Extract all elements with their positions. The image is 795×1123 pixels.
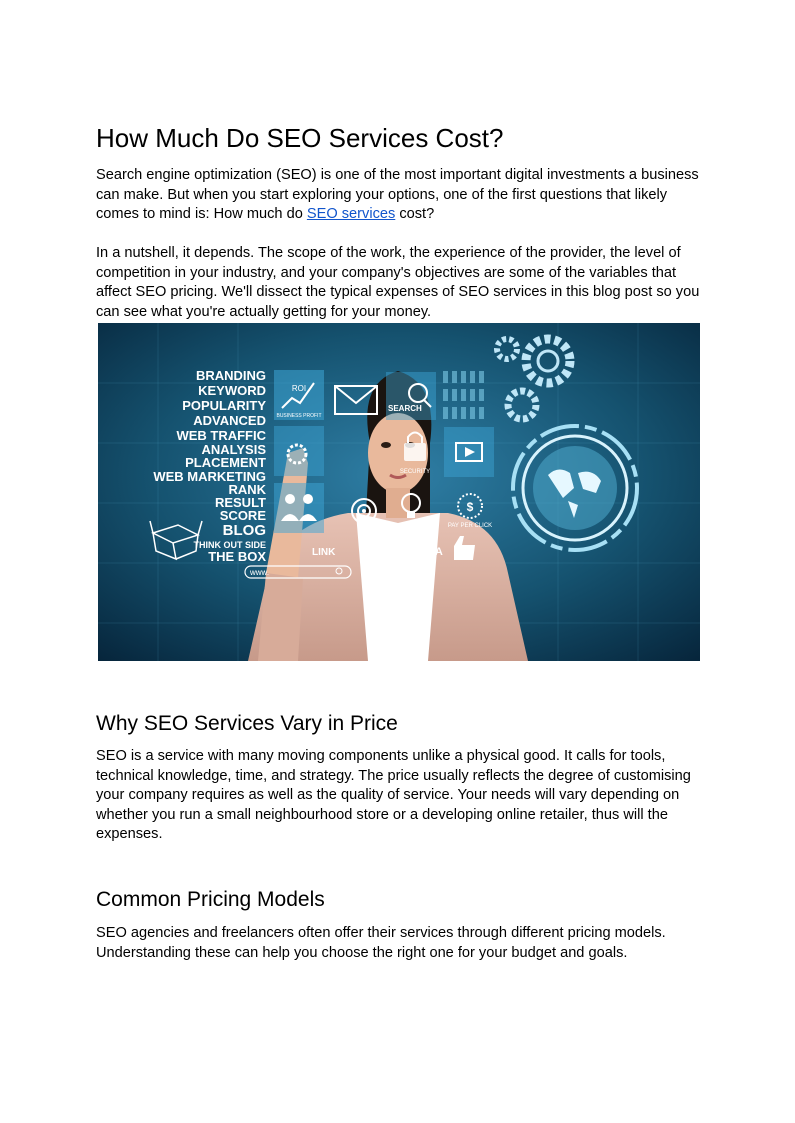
keyword-9: RESULT: [214, 495, 266, 510]
paragraph-scope: In a nutshell, it depends. The scope of the work, the experience of the provider, the level of competition in your industry, and your company's objectives are some of the variables that affect SEO pricing. We'll dissect the typical expenses of SEO services in this blog post so you can see what you're actually getting for your money.: [96, 245, 700, 320]
section-heading-pricing-models: Common Pricing Models: [96, 888, 325, 911]
keyword-8: RANK: [228, 482, 266, 497]
keyword-10: SCORE: [219, 508, 266, 523]
intro-paragraph: [96, 166, 700, 225]
social-media-label: SOCIAL MEDIA: [363, 546, 443, 558]
seo-services-link[interactable]: SEO services: [306, 206, 396, 222]
svg-text:$: $: [466, 500, 474, 514]
pay-per-click-label: PAY PER CLICK: [447, 523, 493, 529]
video-tile: [444, 427, 494, 477]
section-heading-vary: Why SEO Services Vary in Price: [96, 712, 398, 735]
keyword-0: BRANDING: [195, 368, 266, 383]
business-profit-tile: [274, 370, 324, 420]
gear-tile: [274, 426, 324, 476]
search-tile-label: SEARCH: [388, 404, 422, 413]
security-label: SECURITY: [399, 469, 431, 475]
roi-label: ROI: [291, 384, 307, 393]
keyword-5: ANALYSIS: [201, 442, 266, 457]
keyword-6: PLACEMENT: [185, 455, 266, 470]
idea-label: IDEA: [403, 526, 419, 532]
section-body-pricing-models: SEO agencies and freelancers often offer their services through different pricing models. Understanding these can help you choose the right one for your budget and goals.: [96, 925, 666, 961]
keyword-2: POPULARITY: [182, 398, 266, 413]
keyword-7: WEB MARKETING: [153, 469, 266, 484]
hero-image: [98, 323, 700, 661]
intro-text-before: Search engine optimization (SEO) is one of the most important digital investments a business can make. But when you start exploring your options, one of the first questions that likely comes to mind is: How much do: [96, 167, 699, 222]
search-tile: [386, 372, 436, 420]
section-body-vary: SEO is a service with many moving components unlike a physical good. It calls for tools, technical knowledge, time, and strategy. The price usually reflects the degree of customising your company requires as well as the quality of service. Your needs will vary depending on whether you run a small neighbourhood store or a developing online retailer, thus will the expenses.: [96, 748, 691, 842]
business-profit-label: BUSINESS PROFIT: [276, 413, 322, 419]
keyword-3: ADVANCED: [193, 413, 266, 428]
think-out-side-label: THINK OUT SIDE: [193, 540, 266, 550]
intro-text-after: cost?: [395, 206, 435, 222]
page-title: How Much Do SEO Services Cost?: [96, 123, 504, 153]
keyword-4: WEB TRAFFIC: [176, 428, 266, 443]
keyword-1: KEYWORD: [198, 383, 266, 398]
link-label: LINK: [312, 547, 336, 558]
people-tile: [274, 483, 324, 533]
the-box-label: THE BOX: [208, 549, 266, 564]
search-bar-www: www.: [250, 568, 270, 577]
keyword-11: BLOG: [222, 522, 266, 539]
